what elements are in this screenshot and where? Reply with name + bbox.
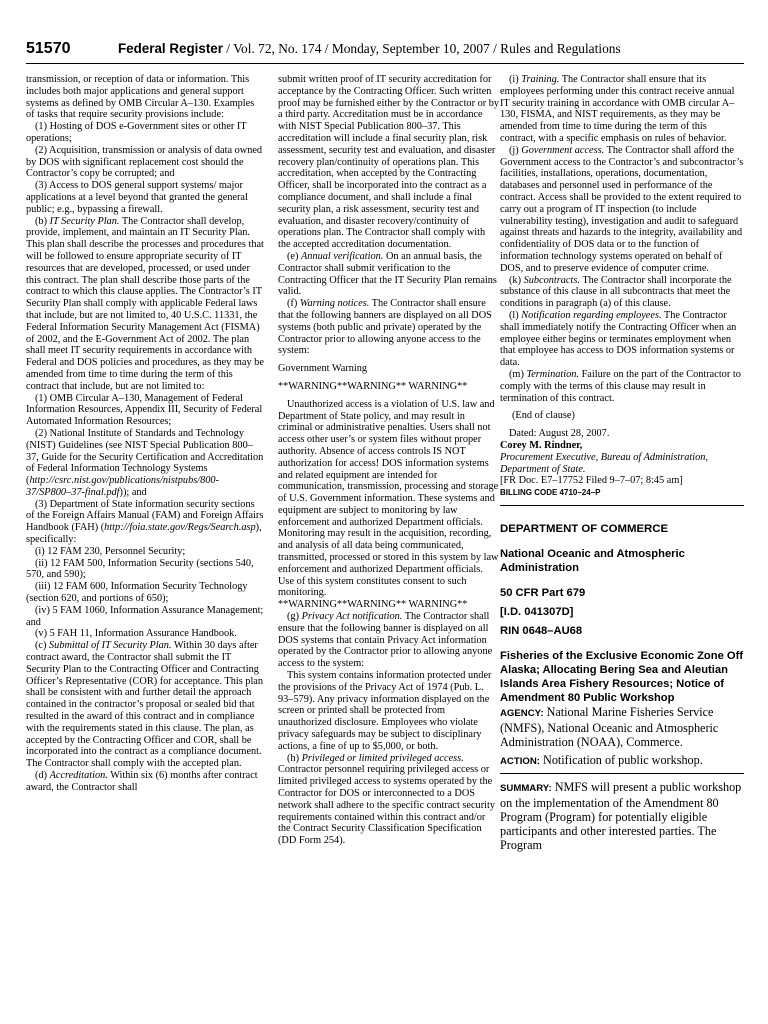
paragraph: (m) Termination. Failure on the part of the Contractor to comply with the terms of this clause may result in termination of this contract. — [500, 368, 741, 404]
warning-title: Government Warning — [278, 363, 368, 375]
paragraph: (ii) 12 FAM 500, Information Security (sections 540, 570, and 590); — [26, 557, 254, 581]
column-2 — [278, 74, 500, 847]
summary-line — [500, 780, 744, 852]
agency-label: AGENCY: — [500, 707, 544, 719]
paragraph: submit written proof of IT security accreditation for acceptance by the Contracting Officer. Such written proof may be furnished either by the Contractor or by a third party. Accreditation must be in accordance with NIST Special Publication 800–37. This accreditation will include a final security plan, risk assessment, security test and evaluation, and disaster recovery plan/continuity of operations plan. This accreditation, when accepted by the Contracting Officer, shall be incorporated into the contract as a compliance document, and shall include a final security plan, a risk assessment, security test and evaluation, and disaster recovery/continuity of operations plan. The Contractor shall comply with the accepted accreditation documentation. — [278, 74, 500, 251]
paragraph: This system contains information protected under the provisions of the Privacy Act of 1974 (Pub. L. 93–579). Any privacy information displayed on the screen or printed shall be protected from unauthorized disclosure. Employees who violate privacy safeguards may be subject to disciplinary actions, a fine of up to $5,000, or both. — [278, 670, 492, 752]
paragraph: (e) Annual verification. On an annual basis, the Contractor shall submit verification to the Contracting Officer that the IT Security Plan remains valid. — [278, 250, 497, 298]
billing-code: BILLING CODE 4710–24–P — [500, 488, 601, 498]
cfr-part: 50 CFR Part 679 — [500, 586, 586, 599]
section-rule — [500, 773, 744, 774]
paragraph: (d) Accreditation. Within six (6) months after contract award, the Contractor shall — [26, 770, 258, 793]
summary-text: NMFS will present a public workshop on the implementation of the Amendment 80 Program (Program) for potentially eligible participants and other interested parties. The Program — [500, 779, 742, 852]
publication-name: Federal Register — [118, 41, 223, 56]
paragraph: (l) Notification regarding employees. The Contractor shall immediately notify the Contracting Officer when an employee either begins or terminates employment when that employee has access to DOS information systems or data. — [500, 309, 737, 369]
warning-line: **WARNING**WARNING** WARNING** — [278, 599, 468, 611]
paragraph: (iii) 12 FAM 600, Information Security Technology (section 620, and portions of 650); — [26, 581, 248, 605]
paragraph: (1) OMB Circular A–130, Management of Federal Information Resources, Appendix III, Security of Federal Automated Information Resources; — [26, 392, 263, 428]
paragraph: (2) Acquisition, transmission or analysis of data owned by DOS with significant replacement cost should the Contractor’s copy be corrupted; and — [26, 144, 263, 180]
column-3 — [500, 74, 744, 852]
paragraph: (i) Training. The Contractor shall ensure that its employees performing under this contract receive annual IT security training in accordance with OMB circular A–130, FISMA, and NIST requirements, as they may be amended from time to time during the term of this contract, with a specific emphasis on rules of behavior. — [500, 74, 735, 144]
department-heading: DEPARTMENT OF COMMERCE — [500, 522, 669, 535]
running-head — [118, 41, 621, 57]
paragraph: (h) Privileged or limited privileged access. Contractor personnel requiring privileged access or limited privileged access to systems operated by the Contractor for DOS or interconnected to a DOS network shall adhere to the specific contract security requirements contained within this contract and/or the Contract Security Classification Specification (DD Form 254). — [278, 752, 496, 847]
issue-details: / Vol. 72, No. 174 / Monday, September 10, 2007 / Rules and Regulations — [222, 41, 621, 56]
dated: Dated: August 28, 2007. — [509, 428, 610, 440]
agency-line — [500, 705, 744, 749]
signer-title: Procurement Executive, Bureau of Administration, Department of State. — [500, 451, 708, 475]
paragraph: (v) 5 FAH 11, Information Assurance Handbook. — [35, 628, 237, 640]
paragraph: (1) Hosting of DOS e-Government sites or other IT operations; — [26, 121, 247, 144]
header-rule — [26, 63, 744, 64]
page-header — [26, 40, 744, 64]
warning-line: **WARNING**WARNING** WARNING** — [278, 380, 468, 392]
column-1 — [26, 74, 264, 794]
paragraph: (f) Warning notices. The Contractor shall ensure that the following banners are displayed on all DOS systems (both public and private) operated by the Contractor prior to allowing anyone access to the system: — [278, 298, 492, 357]
paragraph: (k) Subcontracts. The Contractor shall incorporate the substance of this clause in all subcontracts that meet the conditions in paragraph (a) of this clause. — [500, 274, 732, 310]
paragraph: (g) Privacy Act notification. The Contractor shall ensure that the following banner is displayed on all DOS systems that contain Privacy Act information operated by the Contractor prior to allowing anyone access to the system: — [278, 611, 493, 670]
document-id: [I.D. 041307D] — [500, 605, 574, 618]
summary-label: SUMMARY: — [500, 782, 552, 794]
section-rule — [500, 505, 744, 506]
rule-title: Fisheries of the Exclusive Economic Zone Off Alaska; Allocating Bering Sea and Aleutian Islands Area Fishery Resources; Notice of Amendment 80 Public Workshop — [500, 649, 744, 704]
paragraph: (iv) 5 FAM 1060, Information Assurance Management; and — [26, 604, 264, 628]
action-label: ACTION: — [500, 755, 540, 767]
action-line — [500, 753, 744, 769]
paragraph: (3) Department of State information security sections of the Foreign Affairs Manual (FAM) and Foreign Affairs Handbook (FAH) (http://foia.state.gov/Regs/Search.asp), specifically: — [26, 498, 264, 546]
paragraph: (j) Government access. The Contractor shall afford the Government access to the Contractor’s and subcontractor’s facilities, installations, operations, documentation, databases and personnel used in performance of the contract. Access shall be provided to the extent required to carry out a program of IT inspection (to include vulnerability testing), investigation and audit to safeguard against threats and hazards to the integrity, availability and confidentiality of DOS data or to the function of information technology systems operated on behalf of DOS, and to preserve evidence of computer crime. — [500, 144, 744, 274]
end-clause: (End of clause) — [512, 410, 575, 422]
signer: Corey M. Rindner, — [500, 439, 583, 451]
paragraph: (b) IT Security Plan. The Contractor shall develop, provide, implement, and maintain an IT Security Plan. This plan shall describe the processes and procedures that will be followed to ensure appropriate security of IT resources that are developed, processed, or used under this contract. The plan shall describe those parts of the contract to which this clause applies. The Contractor’s IT Security Plan shall comply with applicable Federal laws that include, but are not limited to, 40 U.S.C. 11331, the Federal Information Security Management Act (FISMA) of 2002, and the E-Government Act of 2002. The plan shall meet IT security requirements in accordance with Federal and DOS policies and procedures, as they may be amended from time to time during the term of this contract that include, but are not limited to: — [26, 215, 264, 392]
paragraph: (3) Access to DOS general support systems/ major applications at a level beyond that granted the general public; e.g., bypassing a firewall. — [26, 180, 248, 215]
warning-body: Unauthorized access is a violation of U.S. law and Department of State policy, and may result in criminal or administrative penalties. Users shall not access other user’s or system files without proper authority. Absence of access controls IS NOT authorization for access! DOS information systems and related equipment are intended for communication, transmission, processing and storage of U.S. Government information. These systems and equipment are subject to monitoring by law enforcement and authorized Department officials. Monitoring may result in the acquisition, recording, and analysis of all data being communicated, transmitted, processed or stored in this system by law enforcement and authorized Department officials. Use of this system constitutes consent to such monitoring. — [278, 398, 499, 599]
paragraph: (2) National Institute of Standards and Technology (NIST) Guidelines (see NIST Special Publication 800–37, Guide for the Security Certification and Accreditation of Federal Information Technology Systems (http://csrc.nist.gov/publications/nistpubs/800-37/SP800–37-final.pdf)); and — [26, 427, 264, 498]
paragraph: transmission, or reception of data or information. This includes both major applications and general support systems as defined by OMB Circular A–130. Examples of tasks that require security provisions include: — [26, 74, 255, 121]
agency-heading: National Oceanic and Atmospheric Administration — [500, 547, 685, 574]
rin-number: RIN 0648–AU68 — [500, 624, 583, 637]
action-text: Notification of public workshop. — [543, 752, 703, 767]
agency-text: National Marine Fisheries Service (NMFS), National Oceanic and Atmospheric Administration (NOAA), Commerce. — [500, 704, 719, 749]
paragraph: (i) 12 FAM 230, Personnel Security; — [35, 545, 186, 557]
page-number: 51570 — [26, 40, 71, 57]
fr-doc: [FR Doc. E7–17752 Filed 9–7–07; 8:45 am] — [500, 475, 683, 487]
paragraph: (c) Submittal of IT Security Plan. Within 30 days after contract award, the Contractor shall submit the IT Security Plan to the Contracting Officer and Contracting Officer’s Representative (COR) for acceptance. This plan shall be consistent with and further detail the approach contained in the contractor’s proposal or sealed bid that resulted in the award of this contract and in compliance with the requirements stated in this clause. The plan, as accepted by the Contracting Officer and COR, shall be incorporated into the contract as a compliance document. The Contractor shall comply with the accepted plan. — [26, 640, 264, 770]
